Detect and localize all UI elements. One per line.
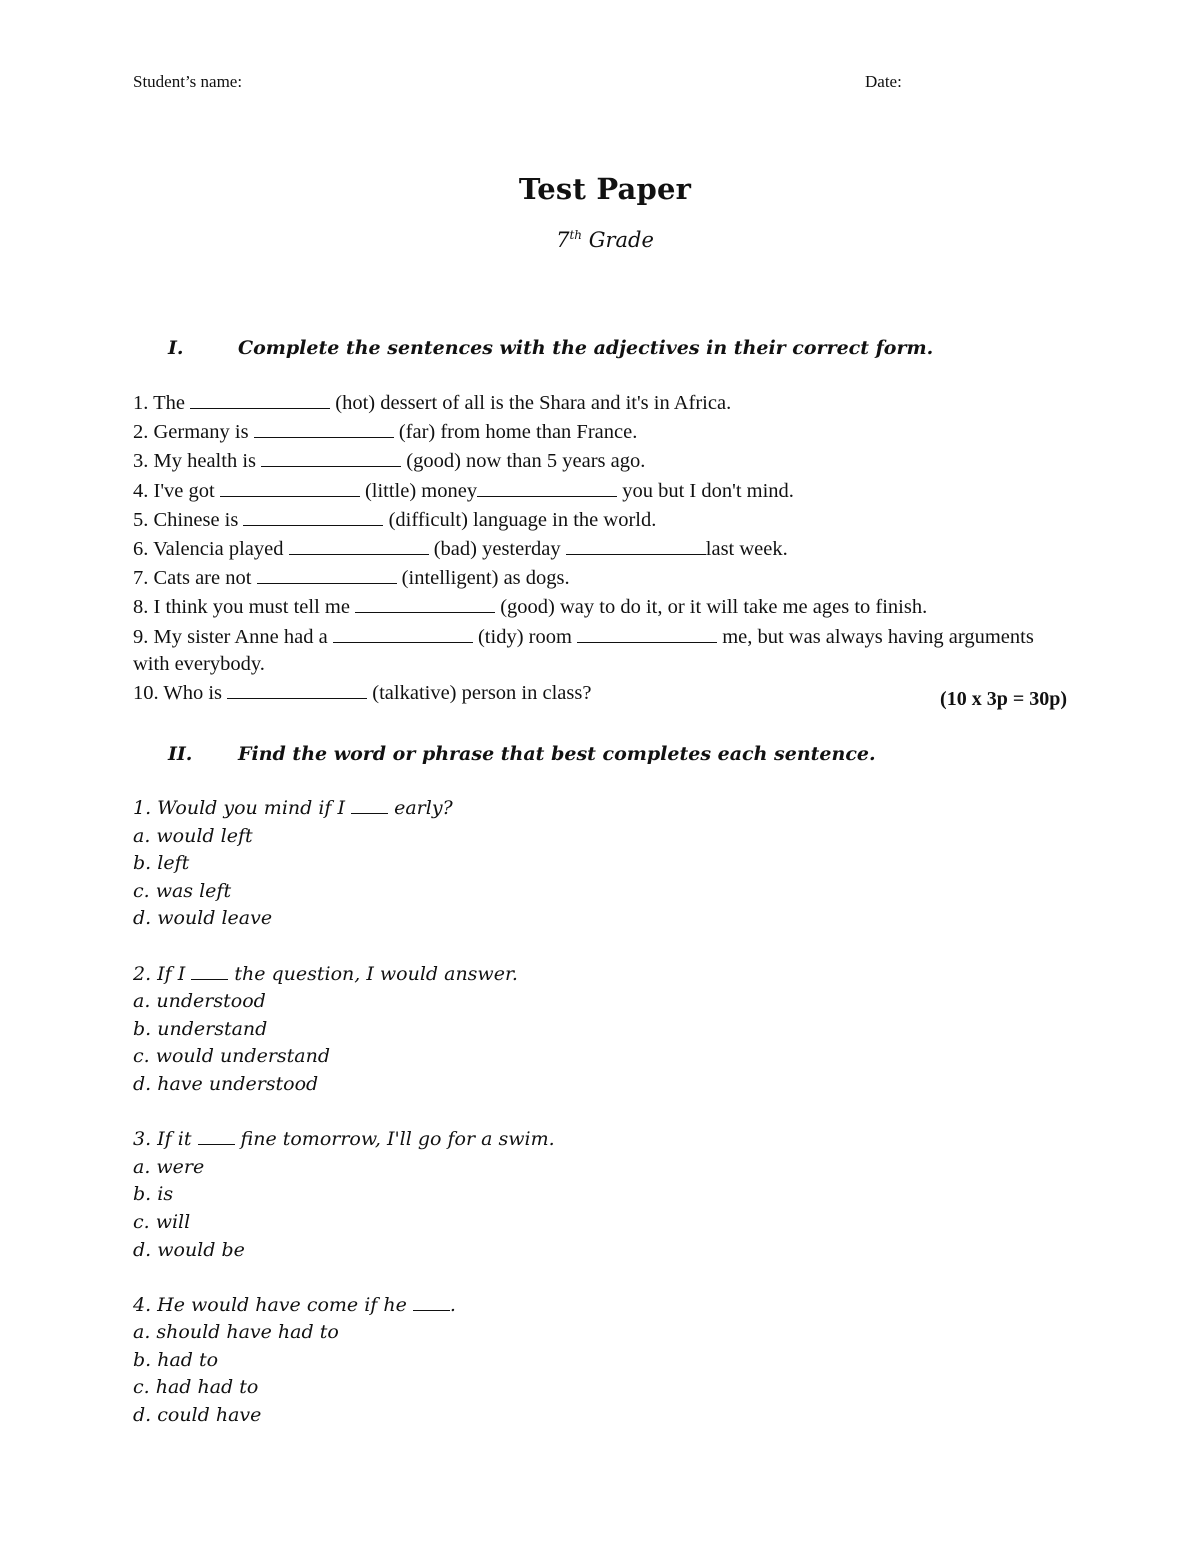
question-stem (133, 1292, 1133, 1320)
item-text: 10. Who is (133, 682, 228, 705)
answer-blank (577, 622, 717, 643)
exercise-item-1 (133, 388, 1063, 417)
answer-blank (190, 388, 330, 409)
answer-blank (254, 417, 394, 438)
exercise-item-7 (133, 563, 1063, 592)
page-title: Test Paper (518, 172, 692, 206)
item-text: 5. Chinese is (133, 508, 244, 531)
item-text: (hot) dessert of all is the Shara and it's in Africa. (330, 392, 732, 414)
student-name-label: Student’s name: (133, 72, 243, 91)
section-2-instruction: Find the word or phrase that best completes each sentence. (238, 743, 876, 765)
item-text: (good) now than 5 years ago. (401, 450, 646, 473)
option-b: b. is (133, 1183, 174, 1206)
answer-blank (289, 534, 429, 555)
option-c: c. had had to (133, 1376, 259, 1399)
stem-text: early? (388, 797, 453, 819)
section-1-exercise (133, 388, 1063, 707)
option-c: c. would understand (133, 1045, 331, 1068)
question-2 (133, 961, 1133, 1099)
exercise-item-9 (133, 622, 1063, 678)
option-d: d. would leave (133, 907, 273, 930)
answer-blank (333, 622, 473, 643)
answer-blank (351, 795, 388, 814)
option-d: d. could have (133, 1404, 262, 1427)
answer-blank (355, 592, 495, 613)
option-b: b. had to (133, 1348, 219, 1371)
grade-suffix: th (569, 228, 583, 242)
item-text: 4. I've got (133, 479, 220, 502)
section-2-number: II. (168, 743, 193, 765)
stem-text: the question, I would answer. (228, 962, 518, 985)
answer-blank (191, 961, 228, 980)
question-stem (133, 795, 1133, 823)
item-text: (little) money (359, 479, 478, 502)
question-stem (133, 961, 1133, 989)
item-text: 6. Valencia played (133, 538, 289, 561)
item-text: (far) from home than France. (393, 421, 638, 444)
answer-blank (243, 505, 383, 526)
option-a: a. understood (133, 990, 266, 1013)
option-a: a. would left (133, 824, 253, 847)
stem-text: 1. Would you mind if I (133, 797, 352, 819)
item-text: (difficult) language in the world. (383, 508, 657, 531)
answer-blank (566, 534, 706, 555)
option-a: a. were (133, 1155, 205, 1178)
item-text: (bad) yesterday (428, 538, 566, 561)
section-1-number: I. (168, 337, 184, 359)
answer-blank (227, 678, 367, 699)
grade-subtitle (0, 228, 1200, 252)
question-3 (133, 1126, 1133, 1264)
exercise-item-8 (133, 592, 1063, 621)
item-text: you but I don't mind. (617, 479, 794, 502)
exercise-item-2 (133, 417, 1063, 446)
section-1-score: (10 x 3p = 30p) (940, 688, 1067, 710)
option-a: a. should have had to (133, 1321, 339, 1344)
section-1-instruction: Complete the sentences with the adjectives in their correct form. (238, 337, 934, 359)
grade-number: 7 (556, 228, 570, 252)
answer-blank (198, 1126, 235, 1145)
item-text: 7. Cats are not (133, 567, 257, 590)
answer-blank (261, 446, 401, 467)
question-stem (133, 1126, 1133, 1154)
option-c: c. was left (133, 879, 232, 902)
option-c: c. will (133, 1210, 191, 1233)
section-2-heading (168, 743, 876, 765)
stem-text: fine tomorrow, I'll go for a swim. (234, 1128, 555, 1151)
item-text: (tidy) room (472, 625, 578, 648)
item-text: 8. I think you must tell me (133, 596, 356, 619)
item-text: (good) way to do it, or it will take me ages to finish. (495, 596, 928, 619)
exercise-item-5 (133, 505, 1063, 534)
answer-blank (413, 1292, 450, 1311)
option-d: d. have understood (133, 1072, 319, 1095)
answer-blank (220, 476, 360, 497)
item-text: 1. The (133, 392, 191, 414)
date-label: Date: (865, 72, 902, 91)
item-text: (intelligent) as dogs. (396, 567, 570, 590)
exercise-item-3 (133, 446, 1063, 475)
answer-blank (257, 563, 397, 584)
section-2-exercise (133, 795, 1133, 1457)
item-text: 9. My sister Anne had a (133, 625, 333, 648)
stem-text: 3. If it (133, 1128, 198, 1151)
option-b: b. understand (133, 1017, 268, 1040)
stem-text: . (449, 1293, 456, 1316)
exercise-item-4 (133, 476, 1063, 505)
section-1-heading (168, 337, 933, 359)
item-text: 3. My health is (133, 450, 262, 473)
grade-word: Grade (588, 228, 654, 252)
answer-blank (477, 476, 617, 497)
stem-text: 4. He would have come if he (133, 1293, 413, 1316)
item-text: me, but was always having arguments with everybody. (133, 625, 1034, 675)
question-4 (133, 1292, 1133, 1430)
item-text: last week. (705, 538, 788, 561)
question-1 (133, 795, 1133, 933)
option-d: d. would be (133, 1238, 245, 1261)
item-text: 2. Germany is (133, 421, 254, 444)
exercise-item-6 (133, 534, 1063, 563)
item-text: (talkative) person in class? (367, 682, 592, 705)
stem-text: 2. If I (133, 962, 192, 985)
option-b: b. left (133, 852, 190, 875)
